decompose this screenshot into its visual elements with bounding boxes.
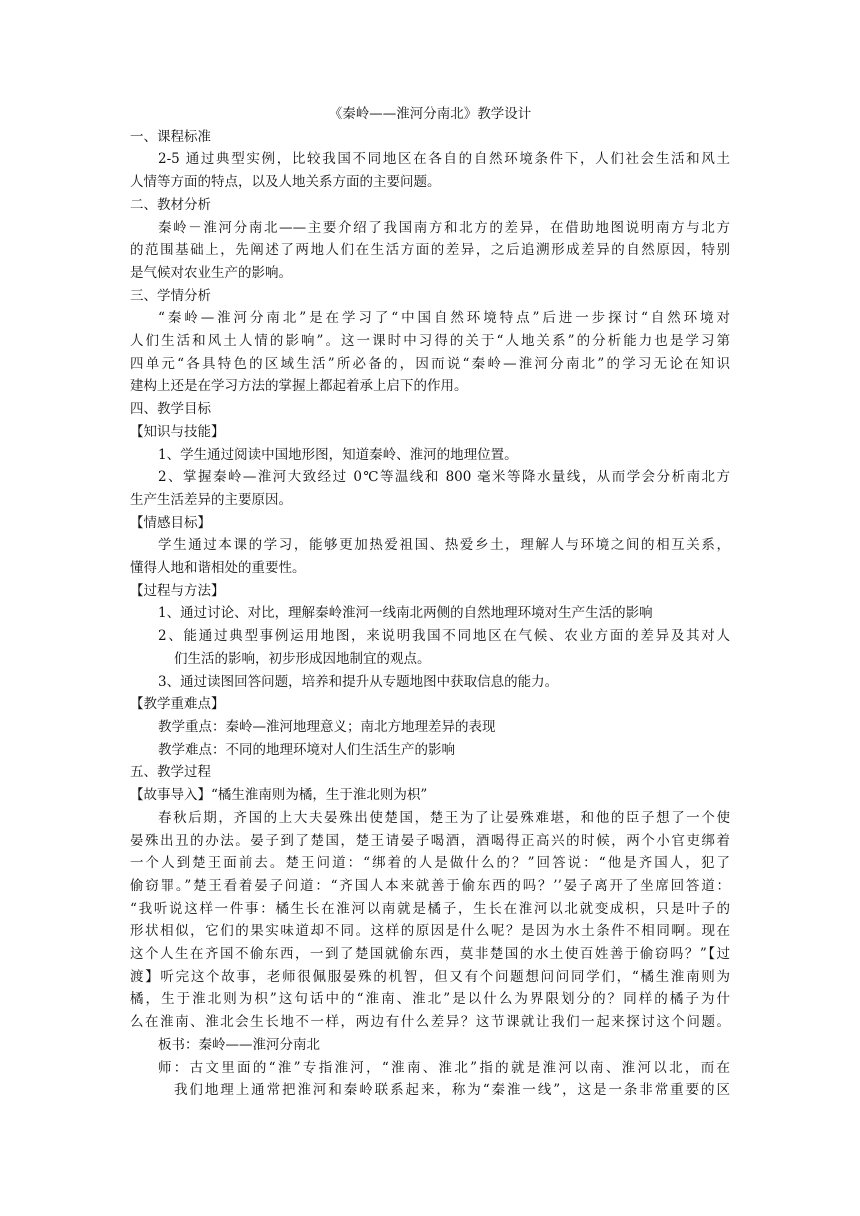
board-writing: 板书：秦岭——淮河分南北 <box>158 1036 320 1053</box>
list-item: 2、能通过典型事例运用地图，来说明我国不同地区在气候、农业方面的差异及其对人 <box>158 628 730 645</box>
story-line: 晏殊出丑的办法。晏子到了楚国，楚王请晏子喝酒，酒喝得正高兴的时候，两个小官吏绑着 <box>130 832 730 849</box>
story-line: 形状相似，它们的果实味道却不同。这样的原因是什么呢？是因为水土条件不相同啊。现在 <box>130 923 730 940</box>
section-heading-students: 三、学情分析 <box>130 287 211 304</box>
story-line: 么在淮南、淮北会生长地不一样，两边有什么差异？这节课就让我们一起来探讨这个问题。 <box>130 1014 730 1031</box>
paragraph-line: 是气候对农业生产的影响。 <box>130 264 292 281</box>
list-item: 2、掌握秦岭—淮河大致经过 0℃等温线和 800 毫米等降水量线，从而学会分析南北方 <box>158 469 730 486</box>
story-line: 渡】听完这个故事，老师很佩服晏殊的机智，但又有个问题想问问同学们，“橘生淮南则为 <box>130 968 730 985</box>
section-heading-objectives: 四、教学目标 <box>130 401 211 418</box>
story-line: “我听说这样一件事：橘生长在淮河以南就是橘子，生长在淮河以北就变成枳，只是叶子的 <box>130 900 730 917</box>
story-intro: 【故事导入】“橘生淮南则为橘，生于淮北则为枳” <box>130 787 428 804</box>
subsection-heading-emotion: 【情感目标】 <box>130 514 211 531</box>
story-line: 这个人生在齐国不偷东西，一到了楚国就偷东西，莫非楚国的水土使百姓善于偷窃吗？”【过 <box>130 946 730 963</box>
story-line: 橘，生于淮北则为枳”这句话中的“淮南、淮北”是以什么为界限划分的？同样的橘子为什 <box>130 991 730 1008</box>
list-item: 1、通过讨论、对比，理解秦岭淮河一线南北两侧的自然地理环境对生产生活的影响 <box>158 605 653 622</box>
list-item: 生产生活差异的主要原因。 <box>130 491 292 508</box>
paragraph-line: 懂得人地和谐相处的重要性。 <box>130 560 306 577</box>
teacher-line: 我们地理上通常把淮河和秦岭联系起来，称为“秦淮一线”，这是一条非常重要的区 <box>174 1082 730 1099</box>
paragraph-line: 秦岭－淮河分南北——主要介绍了我国南方和北方的差异，在借助地图说明南方与北方 <box>158 219 730 236</box>
paragraph-line: 人们生活和风土人情的影响”。这一课时中习得的关于“人地关系”的分析能力也是学习第 <box>130 333 730 350</box>
subsection-heading-process: 【过程与方法】 <box>130 582 225 599</box>
paragraph-line: 的范围基础上，先阐述了两地人们在生活方面的差异，之后追溯形成差异的自然原因，特别 <box>130 242 730 259</box>
story-line: 偷窃罪。”楚王看着晏子问道：“齐国人本来就善于偷东西的吗？’’晏子离开了坐席回答道： <box>130 877 730 894</box>
paragraph-line: 建构上还是在学习方法的掌握上都起着承上启下的作用。 <box>130 378 468 395</box>
story-line: 春秋后期，齐国的上大夫晏殊出使楚国，楚王为了让晏殊难堪，和他的臣子想了一个使 <box>158 809 730 826</box>
subsection-heading-keypoints: 【教学重难点】 <box>130 696 225 713</box>
teacher-line: 师：古文里面的“淮”专指淮河，“淮南、淮北”指的就是淮河以南、淮河以北，而在 <box>158 1059 730 1076</box>
section-heading-process: 五、教学过程 <box>130 764 211 781</box>
section-heading-textbook: 二、教材分析 <box>130 196 211 213</box>
list-item: 1、学生通过阅读中国地形图，知道秦岭、淮河的地理位置。 <box>158 446 518 463</box>
paragraph-line: 2-5 通过典型实例，比较我国不同地区在各自的自然环境条件下，人们社会生活和风土 <box>158 151 730 168</box>
paragraph-line: 教学重点：秦岭—淮河地理意义；南北方地理差异的表现 <box>158 718 496 735</box>
document-body <box>130 103 730 1102</box>
story-line: 一个人到楚王面前去。楚王问道：“绑着的人是做什么的？”回答说：“他是齐国人，犯了 <box>130 855 730 872</box>
document-title: 《秦岭——淮河分南北》教学设计 <box>328 106 532 122</box>
list-item: 们生活的影响，初步形成因地制宜的观点。 <box>174 650 431 667</box>
list-item: 3、通过读图回答问题，培养和提升从专题地图中获取信息的能力。 <box>158 673 559 690</box>
paragraph-line: “秦岭—淮河分南北”是在学习了“中国自然环境特点”后进一步探讨“自然环境对 <box>158 310 730 327</box>
paragraph-line: 教学难点：不同的地理环境对人们生活生产的影响 <box>158 741 455 758</box>
paragraph-line: 人情等方面的特点，以及人地关系方面的主要问题。 <box>130 174 441 191</box>
section-heading-curriculum: 一、课程标准 <box>130 128 211 145</box>
paragraph-line: 四单元“各具特色的区域生活”所必备的，因而说“秦岭—淮河分南北”的学习无论在知识 <box>130 355 730 372</box>
paragraph-line: 学生通过本课的学习，能够更加热爱祖国、热爱乡土，理解人与环境之间的相互关系， <box>158 537 730 554</box>
subsection-heading-knowledge: 【知识与技能】 <box>130 423 225 440</box>
